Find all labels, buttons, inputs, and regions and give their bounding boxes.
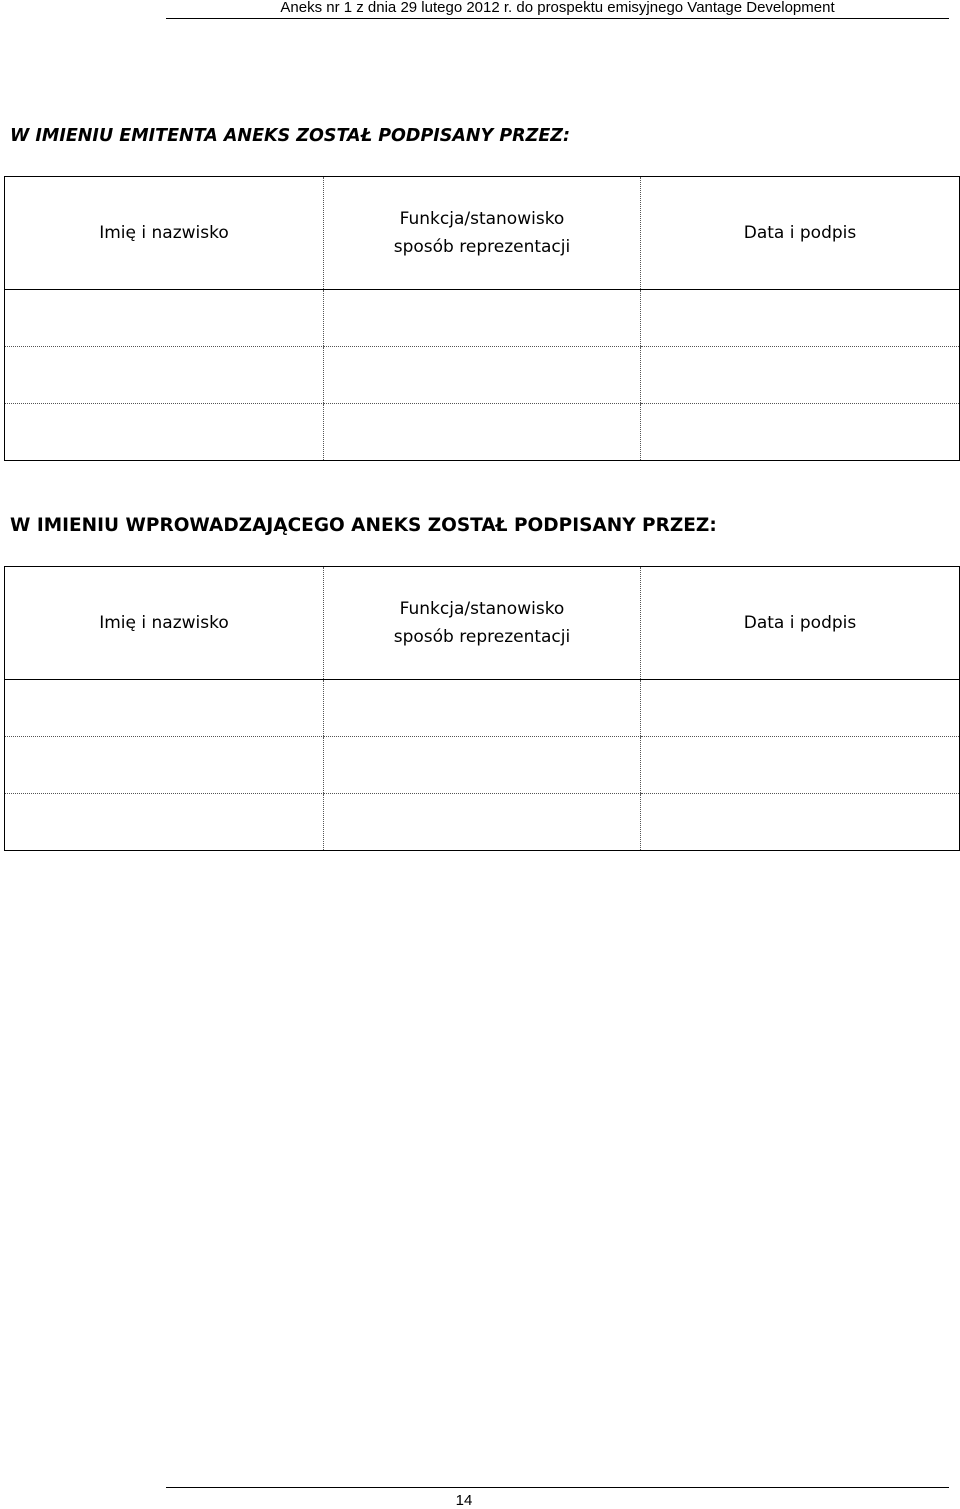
- footer-divider: [166, 1487, 949, 1488]
- representation-column-label: sposób reprezentacji: [393, 627, 571, 647]
- representation-column-label: sposób reprezentacji: [393, 237, 571, 257]
- signature-cell[interactable]: [641, 794, 960, 851]
- function-cell[interactable]: [324, 347, 641, 404]
- function-cell[interactable]: [324, 290, 641, 347]
- table-row: [5, 794, 960, 851]
- function-column-header: [324, 177, 641, 290]
- table-row: [5, 680, 960, 737]
- function-column-label: Funkcja/stanowisko: [399, 599, 565, 619]
- introducer-signature-table: [4, 566, 960, 851]
- name-column-label: Imię i nazwisko: [99, 223, 229, 243]
- signature-cell[interactable]: [641, 290, 960, 347]
- name-column-header: [5, 177, 324, 290]
- date-signature-column-label: Data i podpis: [743, 223, 857, 243]
- issuer-signature-table: [4, 176, 960, 461]
- function-cell[interactable]: [324, 794, 641, 851]
- name-cell[interactable]: [5, 737, 324, 794]
- function-column-header: [324, 567, 641, 680]
- name-cell[interactable]: [5, 347, 324, 404]
- issuer-section-title: W IMIENIU EMITENTA ANEKS ZOSTAŁ PODPISANY PRZEZ:: [10, 126, 570, 146]
- introducer-section-title: W IMIENIU WPROWADZAJĄCEGO ANEKS ZOSTAŁ PODPISANY PRZEZ:: [10, 515, 717, 536]
- table-row: [5, 290, 960, 347]
- date-signature-column-label: Data i podpis: [743, 613, 857, 633]
- function-column-label: Funkcja/stanowisko: [399, 209, 565, 229]
- table-header-row: [5, 567, 960, 680]
- table-row: [5, 404, 960, 461]
- function-cell[interactable]: [324, 737, 641, 794]
- function-cell[interactable]: [324, 404, 641, 461]
- name-cell[interactable]: [5, 680, 324, 737]
- signature-cell[interactable]: [641, 737, 960, 794]
- table-row: [5, 737, 960, 794]
- name-cell[interactable]: [5, 794, 324, 851]
- name-column-label: Imię i nazwisko: [99, 613, 229, 633]
- name-column-header: [5, 567, 324, 680]
- signature-cell[interactable]: [641, 680, 960, 737]
- date-signature-column-header: [641, 567, 960, 680]
- running-header: Aneks nr 1 z dnia 29 lutego 2012 r. do prospektu emisyjnego Vantage Development: [166, 0, 949, 19]
- table-row: [5, 347, 960, 404]
- page-number: 14: [455, 1492, 473, 1509]
- date-signature-column-header: [641, 177, 960, 290]
- function-cell[interactable]: [324, 680, 641, 737]
- signature-cell[interactable]: [641, 347, 960, 404]
- table-header-row: [5, 177, 960, 290]
- name-cell[interactable]: [5, 404, 324, 461]
- signature-cell[interactable]: [641, 404, 960, 461]
- name-cell[interactable]: [5, 290, 324, 347]
